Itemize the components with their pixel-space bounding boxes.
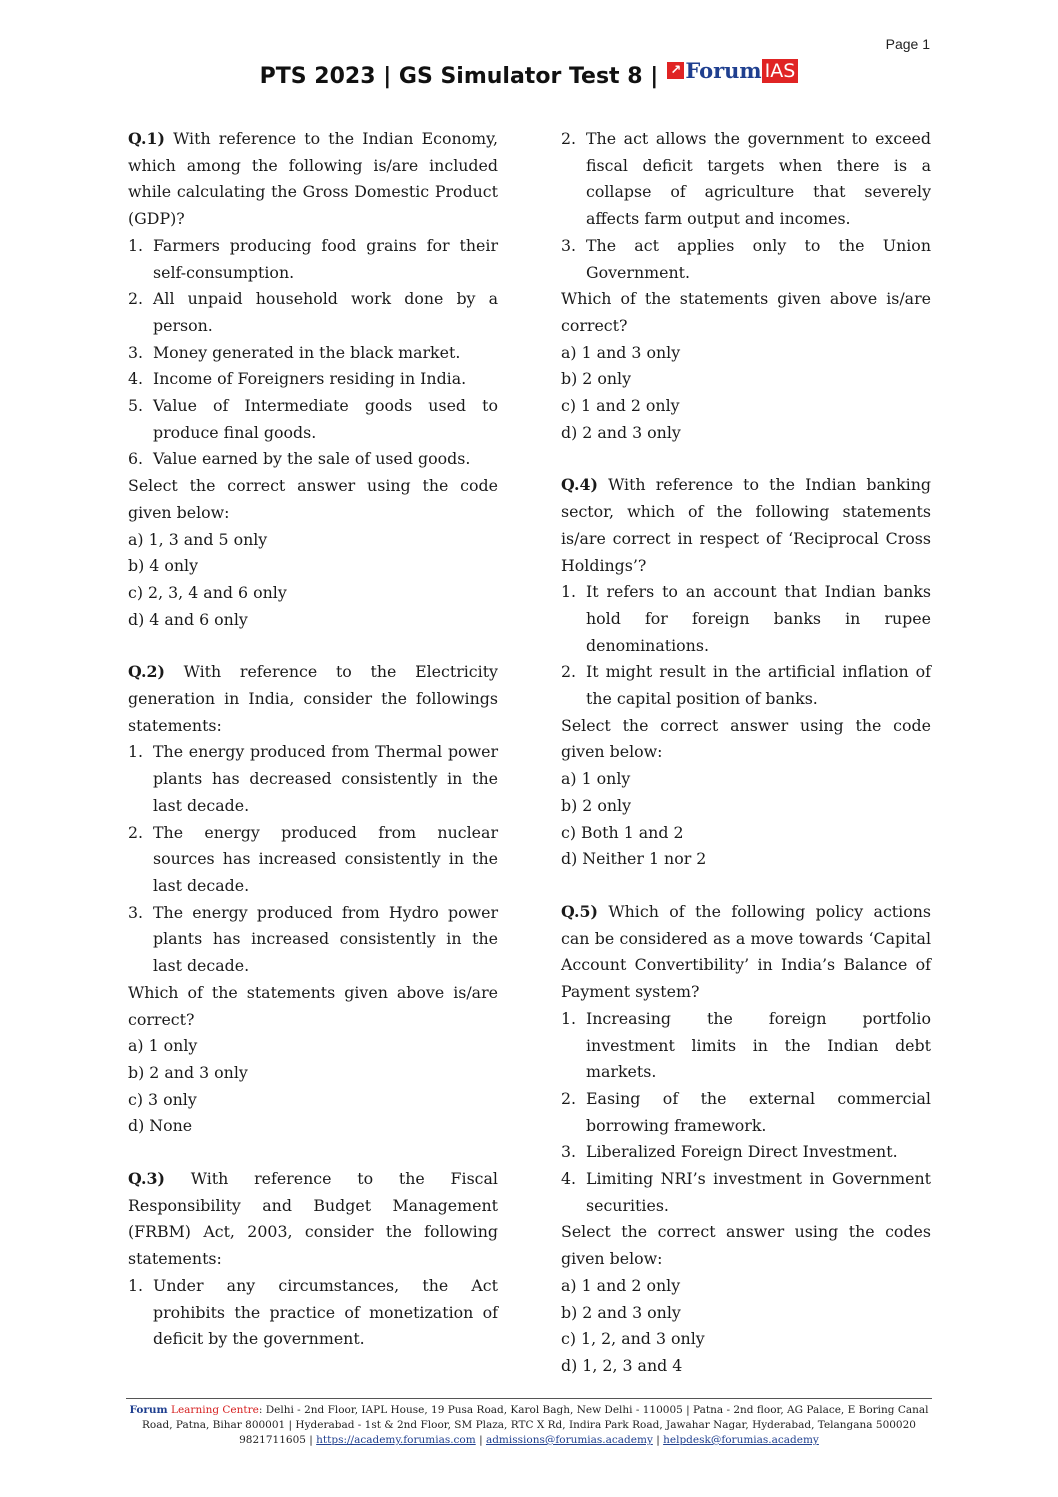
statement-number: 1. [561,1008,577,1028]
statement-number: 2. [128,289,144,309]
statement-text: All unpaid household work done by a person. [153,289,498,335]
statement-item [561,659,931,712]
page-number: Page 1 [885,36,930,52]
answer-option: c) 2, 3, 4 and 6 only [128,582,287,602]
question-5 [561,899,931,1380]
statement-text: The energy produced from nuclear sources has increased consistently in the last decade. [153,822,498,895]
footer-link-admissions[interactable]: admissions@forumias.academy [485,1434,653,1446]
footer-addresses [126,1403,932,1433]
statement-item [128,820,498,900]
answer-options [561,340,931,447]
footer-contacts [126,1433,932,1448]
question-3-continued [561,126,931,446]
statement-text: Income of Foreigners residing in India. [153,369,467,389]
statement-number: 3. [128,902,144,922]
answer-option: c) 1, 2, and 3 only [561,1329,705,1349]
logo-ias-text: IAS [762,59,799,83]
statement-number: 1. [128,742,144,762]
question-prompt: Select the correct answer using the code given below: [128,476,498,522]
answer-option: d) 1, 2, 3 and 4 [561,1355,683,1375]
statement-number: 1. [128,1275,144,1295]
footer-brand-forum: Forum [129,1404,168,1416]
question-text: With reference to the Electricity generation in India, consider the followings statements: [128,662,498,735]
answer-option: a) 1 and 2 only [561,1275,681,1295]
question-number: Q.1) [128,129,165,148]
statement-item [561,126,931,233]
statement-number: 1. [561,582,577,602]
statement-number: 2. [561,129,577,148]
statement-item [561,1006,931,1086]
answer-option: c) 3 only [128,1089,197,1109]
question-stem [561,899,931,1006]
statement-item [561,1166,931,1219]
statement-item [128,1273,498,1353]
answer-option: b) 2 and 3 only [128,1062,248,1082]
statement-text: Money generated in the black market. [153,342,461,362]
answer-option: a) 1 only [128,1036,198,1056]
statement-item [128,900,498,980]
statement-item [561,233,931,286]
question-number: Q.4) [561,475,598,495]
answer-option: b) 2 and 3 only [561,1302,681,1322]
statement-text: Liberalized Foreign Direct Investment. [586,1142,898,1162]
answer-option: d) 2 and 3 only [561,422,681,442]
answer-option: b) 2 only [561,369,632,389]
question-2 [128,659,498,1140]
statement-number: 1. [128,235,144,255]
question-prompt: Select the correct answer using the codes given below: [561,1222,931,1269]
statement-number: 4. [128,369,144,389]
logo-forum-text: Forum [685,58,762,83]
page-footer [126,1398,932,1448]
statement-text: Limiting NRI’s investment in Government securities. [586,1169,931,1215]
footer-address-text: : Delhi - 2nd Floor, IAPL House, 19 Pusa Road, Karol Bagh, New Delhi - 110005 | Patna - 2nd floor, AG Palace, E Boring Canal Road, Patna, Bihar 800001 | Hyderabad - 1st & 2nd Floor, SM Plaza, RTC X Rd, Indira Park Road, Jawahar Nagar, Hyderabad, Telangana 500020 [142,1404,929,1431]
question-stem [128,659,498,739]
footer-link-helpdesk[interactable]: helpdesk@forumias.academy [663,1434,819,1446]
answer-option: d) None [128,1116,193,1136]
answer-option: b) 2 only [561,795,632,815]
statement-list [128,739,498,979]
statement-item [128,366,498,393]
statement-number: 2. [561,662,577,682]
footer-brand-learning: Learning Centre [170,1404,259,1416]
statement-text: Under any circumstances, the Act prohibits the practice of monetization of deficit by the government. [153,1275,498,1349]
forumias-logo [667,58,798,83]
question-stem [561,472,931,579]
answer-option: d) Neither 1 nor 2 [561,849,707,869]
statement-item [128,233,498,286]
question-prompt: Select the correct answer using the code given below: [561,715,931,762]
question-number: Q.2) [128,662,165,682]
statement-list [561,1006,931,1220]
question-number: Q.3) [128,1169,165,1189]
statement-item [561,579,931,659]
question-text: With reference to the Indian banking sector, which of the following statements is/are correct in respect of ‘Reciprocal Cross Holdings’? [561,475,931,575]
statement-number: 6. [128,449,144,469]
statement-text: Increasing the foreign portfolio investment limits in the Indian debt markets. [586,1008,931,1082]
question-1 [128,126,498,633]
answer-options [561,1273,931,1380]
footer-phone: 9821711605 [239,1434,306,1446]
question-4 [561,472,931,873]
question-stem [128,1166,498,1273]
answer-option: d) 4 and 6 only [128,609,248,629]
answer-option: a) 1 and 3 only [561,342,681,362]
statement-list [128,233,498,473]
statement-item [128,739,498,819]
answer-option: a) 1 only [561,769,631,789]
statement-item [561,1086,931,1139]
statement-item [128,393,498,446]
statement-number: 3. [561,235,577,255]
footer-link-site[interactable]: https://academy.forumias.com [316,1434,476,1446]
statement-item [561,1139,931,1166]
statement-item [128,446,498,473]
statement-item [128,286,498,339]
statement-number: 5. [128,396,144,416]
statement-number: 3. [128,342,144,362]
footer-separator: | [656,1434,660,1446]
answer-options [128,527,498,634]
statement-text: The energy produced from Hydro power plants has increased consistently in the last decade. [153,902,498,976]
question-prompt: Which of the statements given above is/are correct? [128,982,498,1029]
footer-separator: | [309,1434,313,1446]
answer-option: b) 4 only [128,556,199,576]
answer-option: a) 1, 3 and 5 only [128,529,268,549]
statement-text: The act applies only to the Union Government. [586,235,931,282]
statement-number: 2. [561,1088,577,1108]
page-header [0,58,1058,89]
statement-number: 4. [561,1169,577,1189]
question-3 [128,1166,498,1353]
statement-item [128,340,498,367]
statement-text: Farmers producing food grains for their self-consumption. [153,235,498,282]
question-text: With reference to the Indian Economy, which among the following is/are included while calculating the Gross Domestic Product (GDP)? [128,129,498,229]
right-column [561,126,931,1406]
statement-text: Easing of the external commercial borrowing framework. [586,1088,931,1135]
question-text: With reference to the Fiscal Responsibility and Budget Management (FRBM) Act, 2003, consider the following statements: [128,1169,498,1269]
statement-text: It might result in the artificial inflation of the capital position of banks. [586,662,931,709]
statement-text: Value earned by the sale of used goods. [153,449,471,469]
footer-separator: | [479,1434,483,1446]
answer-option: c) 1 and 2 only [561,396,680,416]
answer-options [561,766,931,873]
statement-text: Value of Intermediate goods used to produce final goods. [153,396,498,442]
statement-list [128,1273,498,1353]
statement-text: The energy produced from Thermal power plants has decreased consistently in the last decade. [153,742,498,815]
page-title: PTS 2023 | GS Simulator Test 8 | [259,64,659,89]
question-number: Q.5) [561,901,598,921]
answer-options [128,1033,498,1140]
statement-list [561,579,931,713]
statement-number: 3. [561,1142,577,1162]
statement-text: The act allows the government to exceed fiscal deficit targets when there is a collapse of agriculture that severely affects farm output and incomes. [586,129,931,229]
statement-number: 2. [128,822,144,842]
question-prompt: Which of the statements given above is/are correct? [561,289,931,335]
logo-arrow-icon: ↗ [667,62,684,79]
statement-text: It refers to an account that Indian banks hold for foreign banks in rupee denominations. [586,582,931,655]
answer-option: c) Both 1 and 2 [561,822,684,842]
question-stem [128,126,498,233]
question-text: Which of the following policy actions can be considered as a move towards ‘Capital Account Convertibility’ in India’s Balance of Payment system? [561,901,932,1002]
statement-list [561,126,931,286]
left-column [128,126,498,1379]
